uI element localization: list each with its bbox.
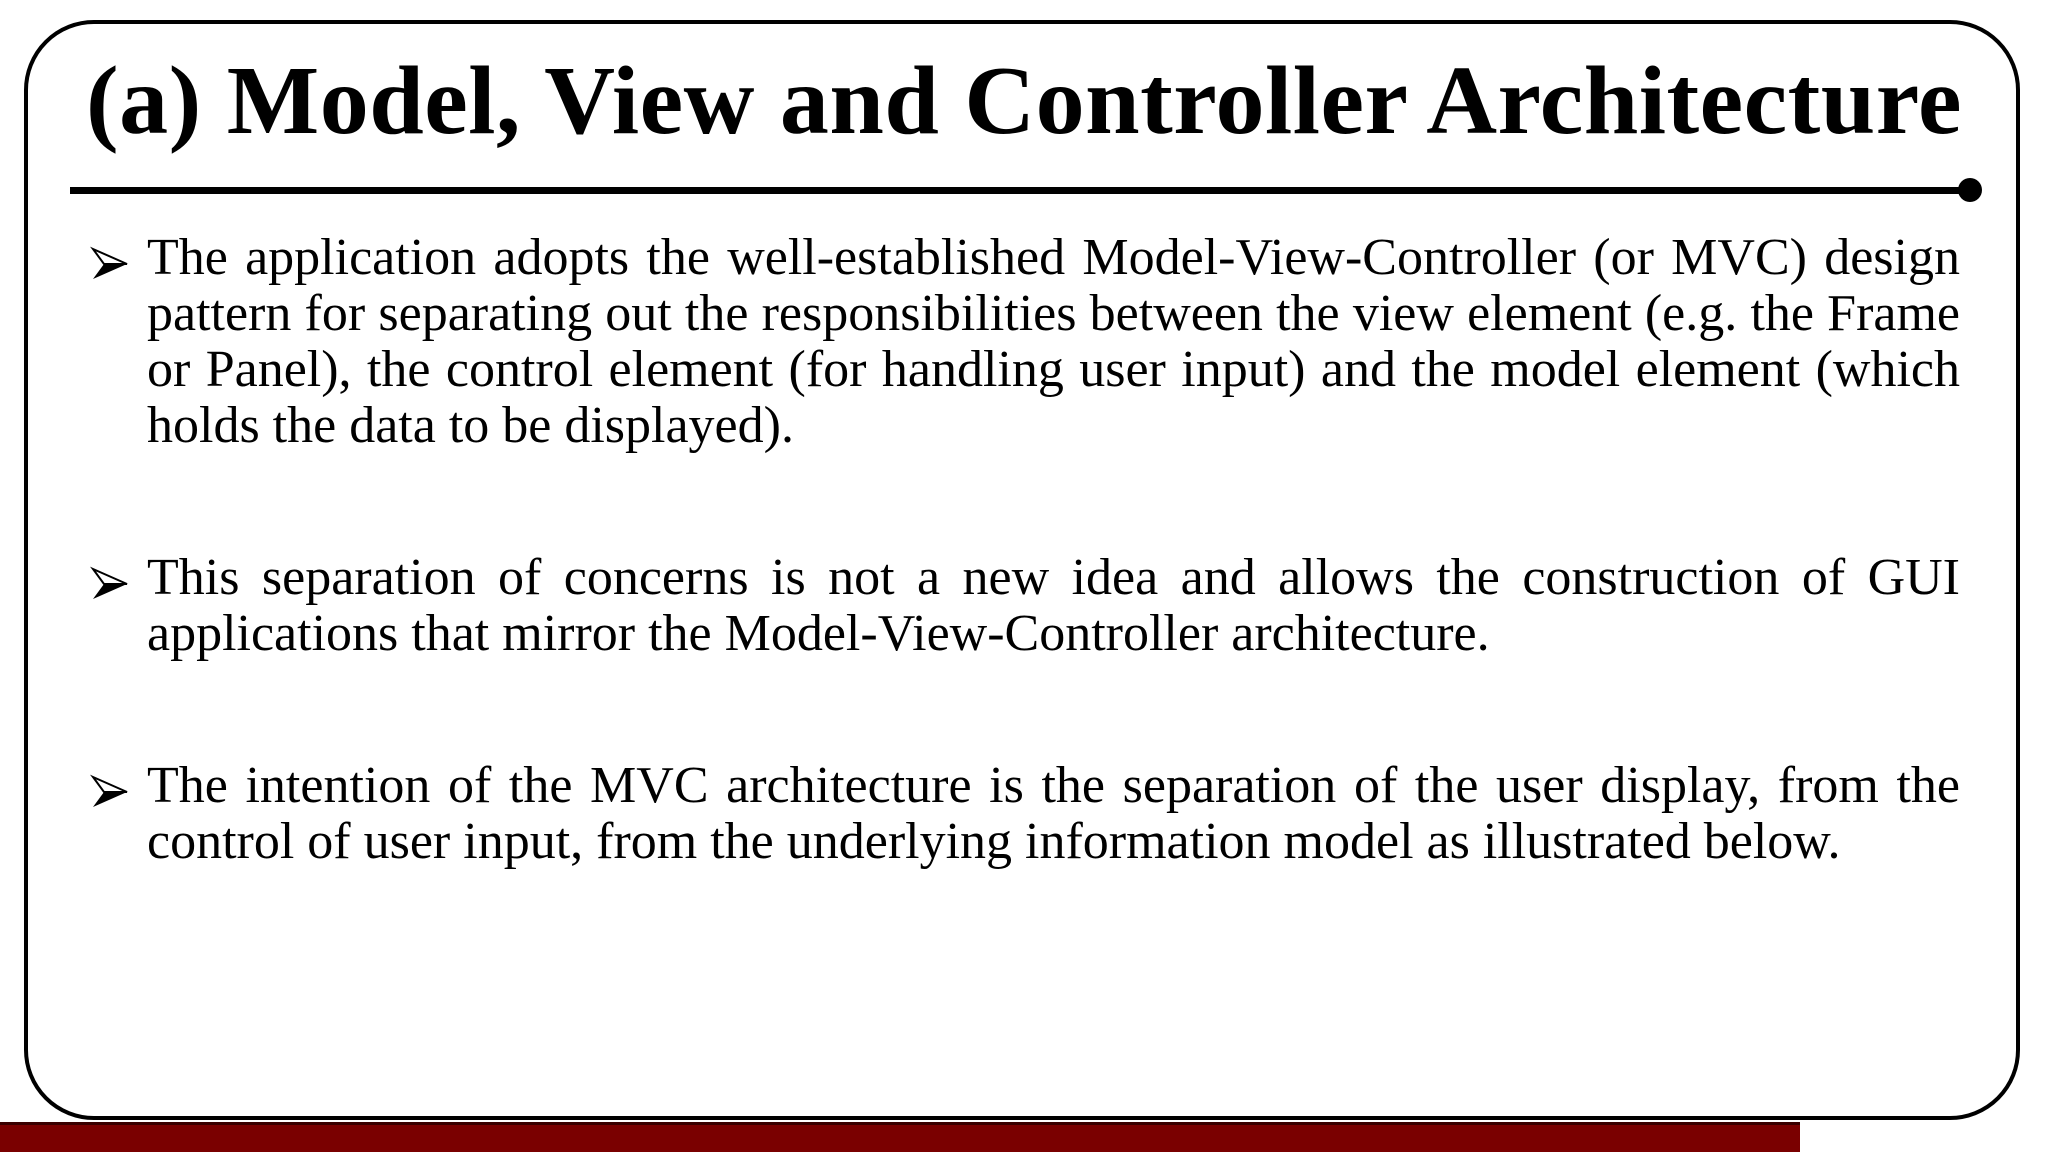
footer-bar <box>0 1122 1800 1152</box>
slide-title: (a) Model, View and Controller Architecture <box>86 47 1962 155</box>
arrowhead-bullet-icon <box>90 772 130 812</box>
bullet-item <box>90 230 1960 454</box>
bullet-item <box>90 550 1960 662</box>
title-underline-end-dot <box>1958 178 1982 202</box>
bullet-text: This separation of concerns is not a new idea and allows the construction of GUI applications that mirror the Model-View-Controller architecture. <box>147 549 1960 662</box>
arrowhead-bullet-icon <box>90 244 130 284</box>
bullet-text: The application adopts the well-established Model-View-Controller (or MVC) design pattern for separating out the responsibilities between the view element (e.g. the Frame or Panel), the control element (for handling user input) and the model element (which holds the data to be displayed). <box>147 229 1960 454</box>
title-underline <box>70 187 1970 194</box>
bullet-item <box>90 758 1960 870</box>
arrowhead-bullet-icon <box>90 564 130 604</box>
bullet-text: The intention of the MVC architecture is the separation of the user display, from the control of user input, from the underlying information model as illustrated below. <box>147 757 1960 870</box>
